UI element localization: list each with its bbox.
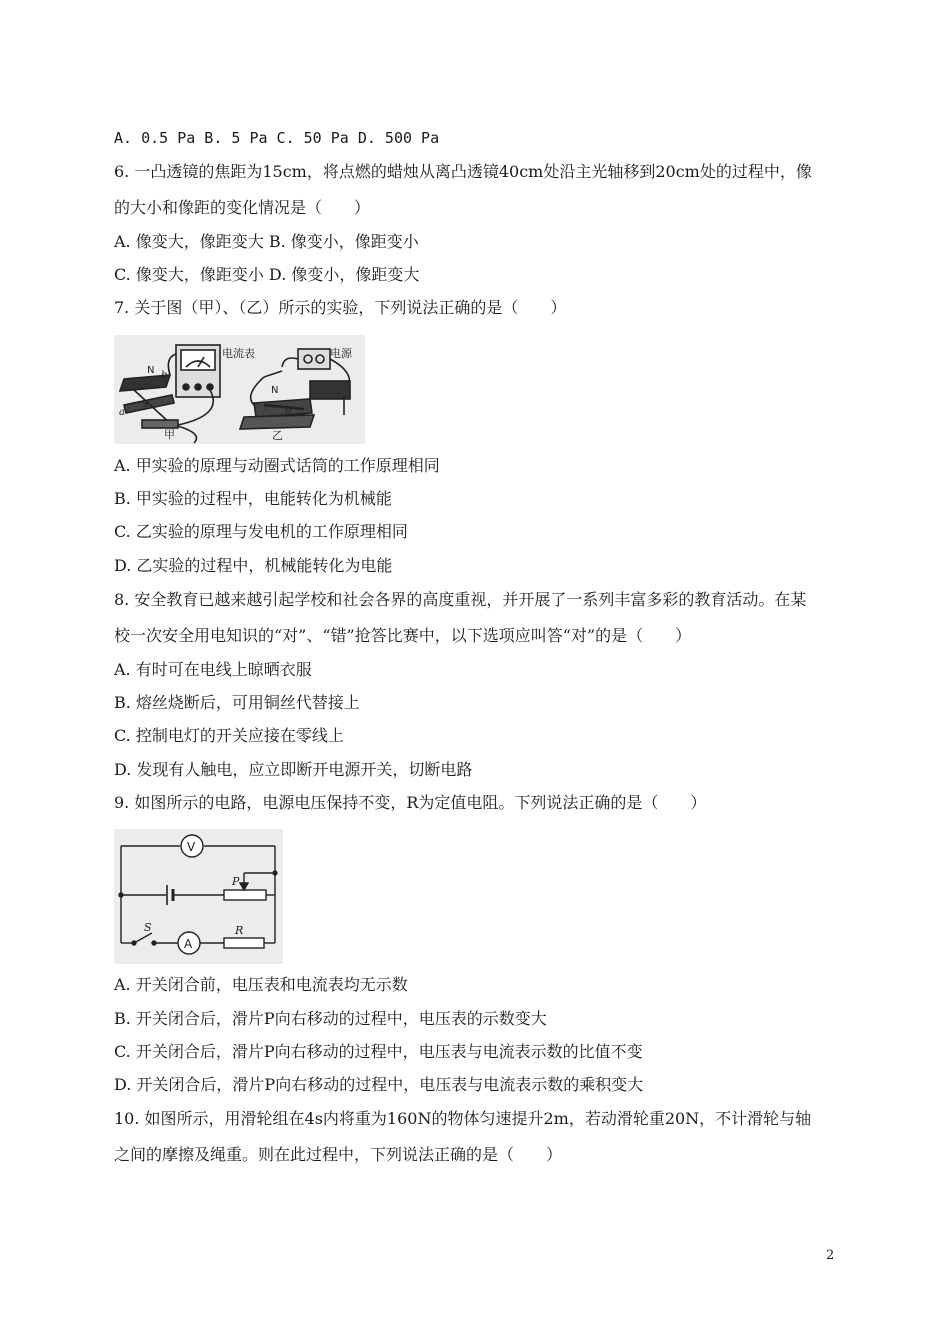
q7-label-b-jia: b: [161, 370, 168, 381]
q7-figure: [114, 335, 365, 444]
figure-yi: [240, 349, 350, 429]
q6-stem-line2: 的大小和像距的变化情况是（ ）: [114, 198, 371, 217]
resistor-symbol: [224, 938, 264, 948]
q7-label-power: 电源: [330, 347, 352, 360]
q8-option-c: C. 控制电灯的开关应接在零线上: [114, 726, 344, 745]
q7-label-s: S: [142, 399, 149, 410]
q9-option-a: A. 开关闭合前，电压表和电流表均无示数: [114, 975, 408, 994]
q7-option-c: C. 乙实验的原理与发电机的工作原理相同: [114, 522, 408, 541]
battery-symbol: [167, 885, 173, 905]
switch-symbol: [132, 933, 156, 945]
q9-option-b: B. 开关闭合后，滑片P向右移动的过程中，电压表的示数变大: [114, 1009, 547, 1028]
q10-stem-line2: 之间的摩擦及绳重。则在此过程中，下列说法正确的是（ ）: [114, 1145, 563, 1164]
q6-options-cd: C. 像变大，像距变小 D. 像变小，像距变大: [114, 265, 420, 284]
slider-label: P: [232, 875, 240, 888]
q8-option-a: A. 有时可在电线上晾晒衣服: [114, 660, 312, 679]
q7-label-n: N: [147, 365, 155, 376]
q9-option-d: D. 开关闭合后，滑片P向右移动的过程中，电压表与电流表示数的乘积变大: [114, 1075, 644, 1094]
q7-option-b: B. 甲实验的过程中，电能转化为机械能: [114, 489, 392, 508]
q8-option-d: D. 发现有人触电，应立即断开电源开关，切断电路: [114, 760, 473, 779]
q7-label-a: a: [119, 407, 125, 418]
q8-stem-line1: 8. 安全教育已越来越引起学校和社会各界的高度重视，并开展了一系列丰富多彩的教育活动。在某: [114, 590, 807, 609]
q7-label-ammeter: 电流表: [222, 347, 255, 360]
q7-option-a: A. 甲实验的原理与动圈式话筒的工作原理相同: [114, 456, 440, 475]
q8-stem-line2: 校一次安全用电知识的“对”、“错”抢答比赛中，以下选项应叫答“对”的是（ ）: [114, 626, 692, 645]
q7-stem: 7. 关于图（甲）、（乙）所示的实验，下列说法正确的是（ ）: [114, 298, 567, 317]
q9-option-c: C. 开关闭合后，滑片P向右移动的过程中，电压表与电流表示数的比值不变: [114, 1042, 643, 1061]
q9-stem: 9. 如图所示的电路，电源电压保持不变，R为定值电阻。下列说法正确的是（ ）: [114, 793, 707, 812]
page-number: 2: [826, 1248, 835, 1263]
q9-figure: [114, 829, 283, 964]
q7-label-jia: 甲: [164, 428, 175, 441]
q5-options: A. 0.5 Pa B. 5 Pa C. 50 Pa D. 500 Pa: [114, 129, 440, 147]
q7-option-d: D. 乙实验的过程中，机械能转化为电能: [114, 556, 393, 575]
q6-options-ab: A. 像变大，像距变大 B. 像变小，像距变小: [114, 232, 419, 251]
q10-stem-line1: 10. 如图所示，用滑轮组在4s内将重为160N的物体匀速提升2m，若动滑轮重20N，不计滑轮与轴: [114, 1109, 812, 1128]
q6-stem-line1: 6. 一凸透镜的焦距为15cm，将点燃的蜡烛从离凸透镜40cm处沿主光轴移到20cm处的过程中，像: [114, 162, 812, 181]
q7-label-yi: 乙: [272, 429, 283, 442]
q8-option-b: B. 熔丝烧断后，可用铜丝代替接上: [114, 693, 360, 712]
resistor-label: R: [235, 924, 244, 937]
q7-label-b-yi: b: [285, 405, 292, 416]
switch-label: S: [144, 921, 152, 934]
voltmeter-label: V: [187, 840, 196, 854]
ammeter-label: A: [184, 937, 193, 951]
q7-label-n-yi: N: [271, 385, 279, 396]
